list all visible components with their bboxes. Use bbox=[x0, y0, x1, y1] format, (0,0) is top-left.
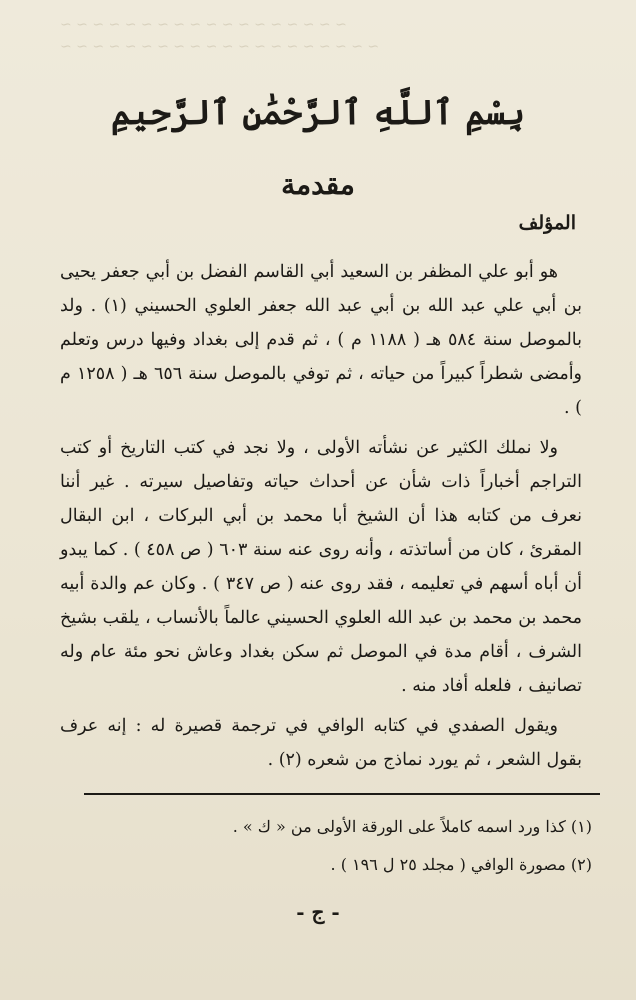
section-title: المؤلف bbox=[518, 212, 576, 234]
paragraph: ولا نملك الكثير عن نشأته الأولى ، ولا نجد في كتب التاريخ أو كتب التراجم أخباراً ذات شأن عن أحداث حياته وتفاصيل سيرته . غير أننا نعرف من كتابه هذا أن الشيخ أبا محمد بن أبي البركات ، ابن البقال المقرئ ، كان من أساتذته ، وأنه روى عنه سنة ٦٠٣ ( ص ٤٥٨ ) . كما يبدو أن أباه أسهم في تعليمه ، فقد روى عنه ( ص ٣٤٧ ) . وكان عم والدة أبيه محمد بن محمد بن عبد الله العلوي الحسيني عالماً بالأنساب ، يلقب بشيخ الشرف ، أقام مدة في الموصل ثم سكن بغداد وعاش نحو مئة عام وله تصانيف ، فلعله أفاد منه . bbox=[60, 438, 582, 696]
body-text bbox=[60, 255, 582, 783]
bleed-through-text: ~ ~ ~ ~ ~ ~ ~ ~ ~ ~ ~ ~ ~ ~ ~ ~ ~ ~ ~ ~ ~ ~ ~ ~ ~ ~ ~ ~ ~ ~ ~ ~ ~ ~ ~ ~ ~ ~ bbox=[60, 17, 380, 55]
paragraph: ويقول الصفدي في كتابه الوافي في ترجمة قصيرة له : إنه عرف بقول الشعر ، ثم يورد نماذج من شعره (٢) . bbox=[60, 716, 582, 770]
page-number: - ج - bbox=[296, 900, 340, 924]
footnote: (١) كذا ورد اسمه كاملاً على الورقة الأولى من « ك » . bbox=[232, 817, 592, 836]
footnotes bbox=[84, 808, 600, 884]
footnote-divider bbox=[84, 793, 600, 795]
page-heading: مقدمة bbox=[281, 168, 355, 201]
footnote: (٢) مصورة الوافي ( مجلد ٢٥ ل ١٩٦ ) . bbox=[330, 855, 592, 874]
paragraph: هو أبو علي المظفر بن السعيد أبي القاسم الفضل بن أبي جعفر يحيى بن أبي علي عبد الله بن أبي عبد الله جعفر العلوي الحسيني (١) . ولد بالموصل سنة ٥٨٤ هـ ( ١١٨٨ م ) ، ثم قدم إلى بغداد وفيها درس وتعلم وأمضى شطراً كبيراً من حياته ، ثم توفي بالموصل سنة ٦٥٦ هـ ( ١٢٥٨ م ) . bbox=[60, 262, 583, 418]
basmala: بِسْمِ ٱللَّهِ ٱلرَّحْمَٰنِ ٱلرَّحِيمِ bbox=[110, 93, 526, 133]
